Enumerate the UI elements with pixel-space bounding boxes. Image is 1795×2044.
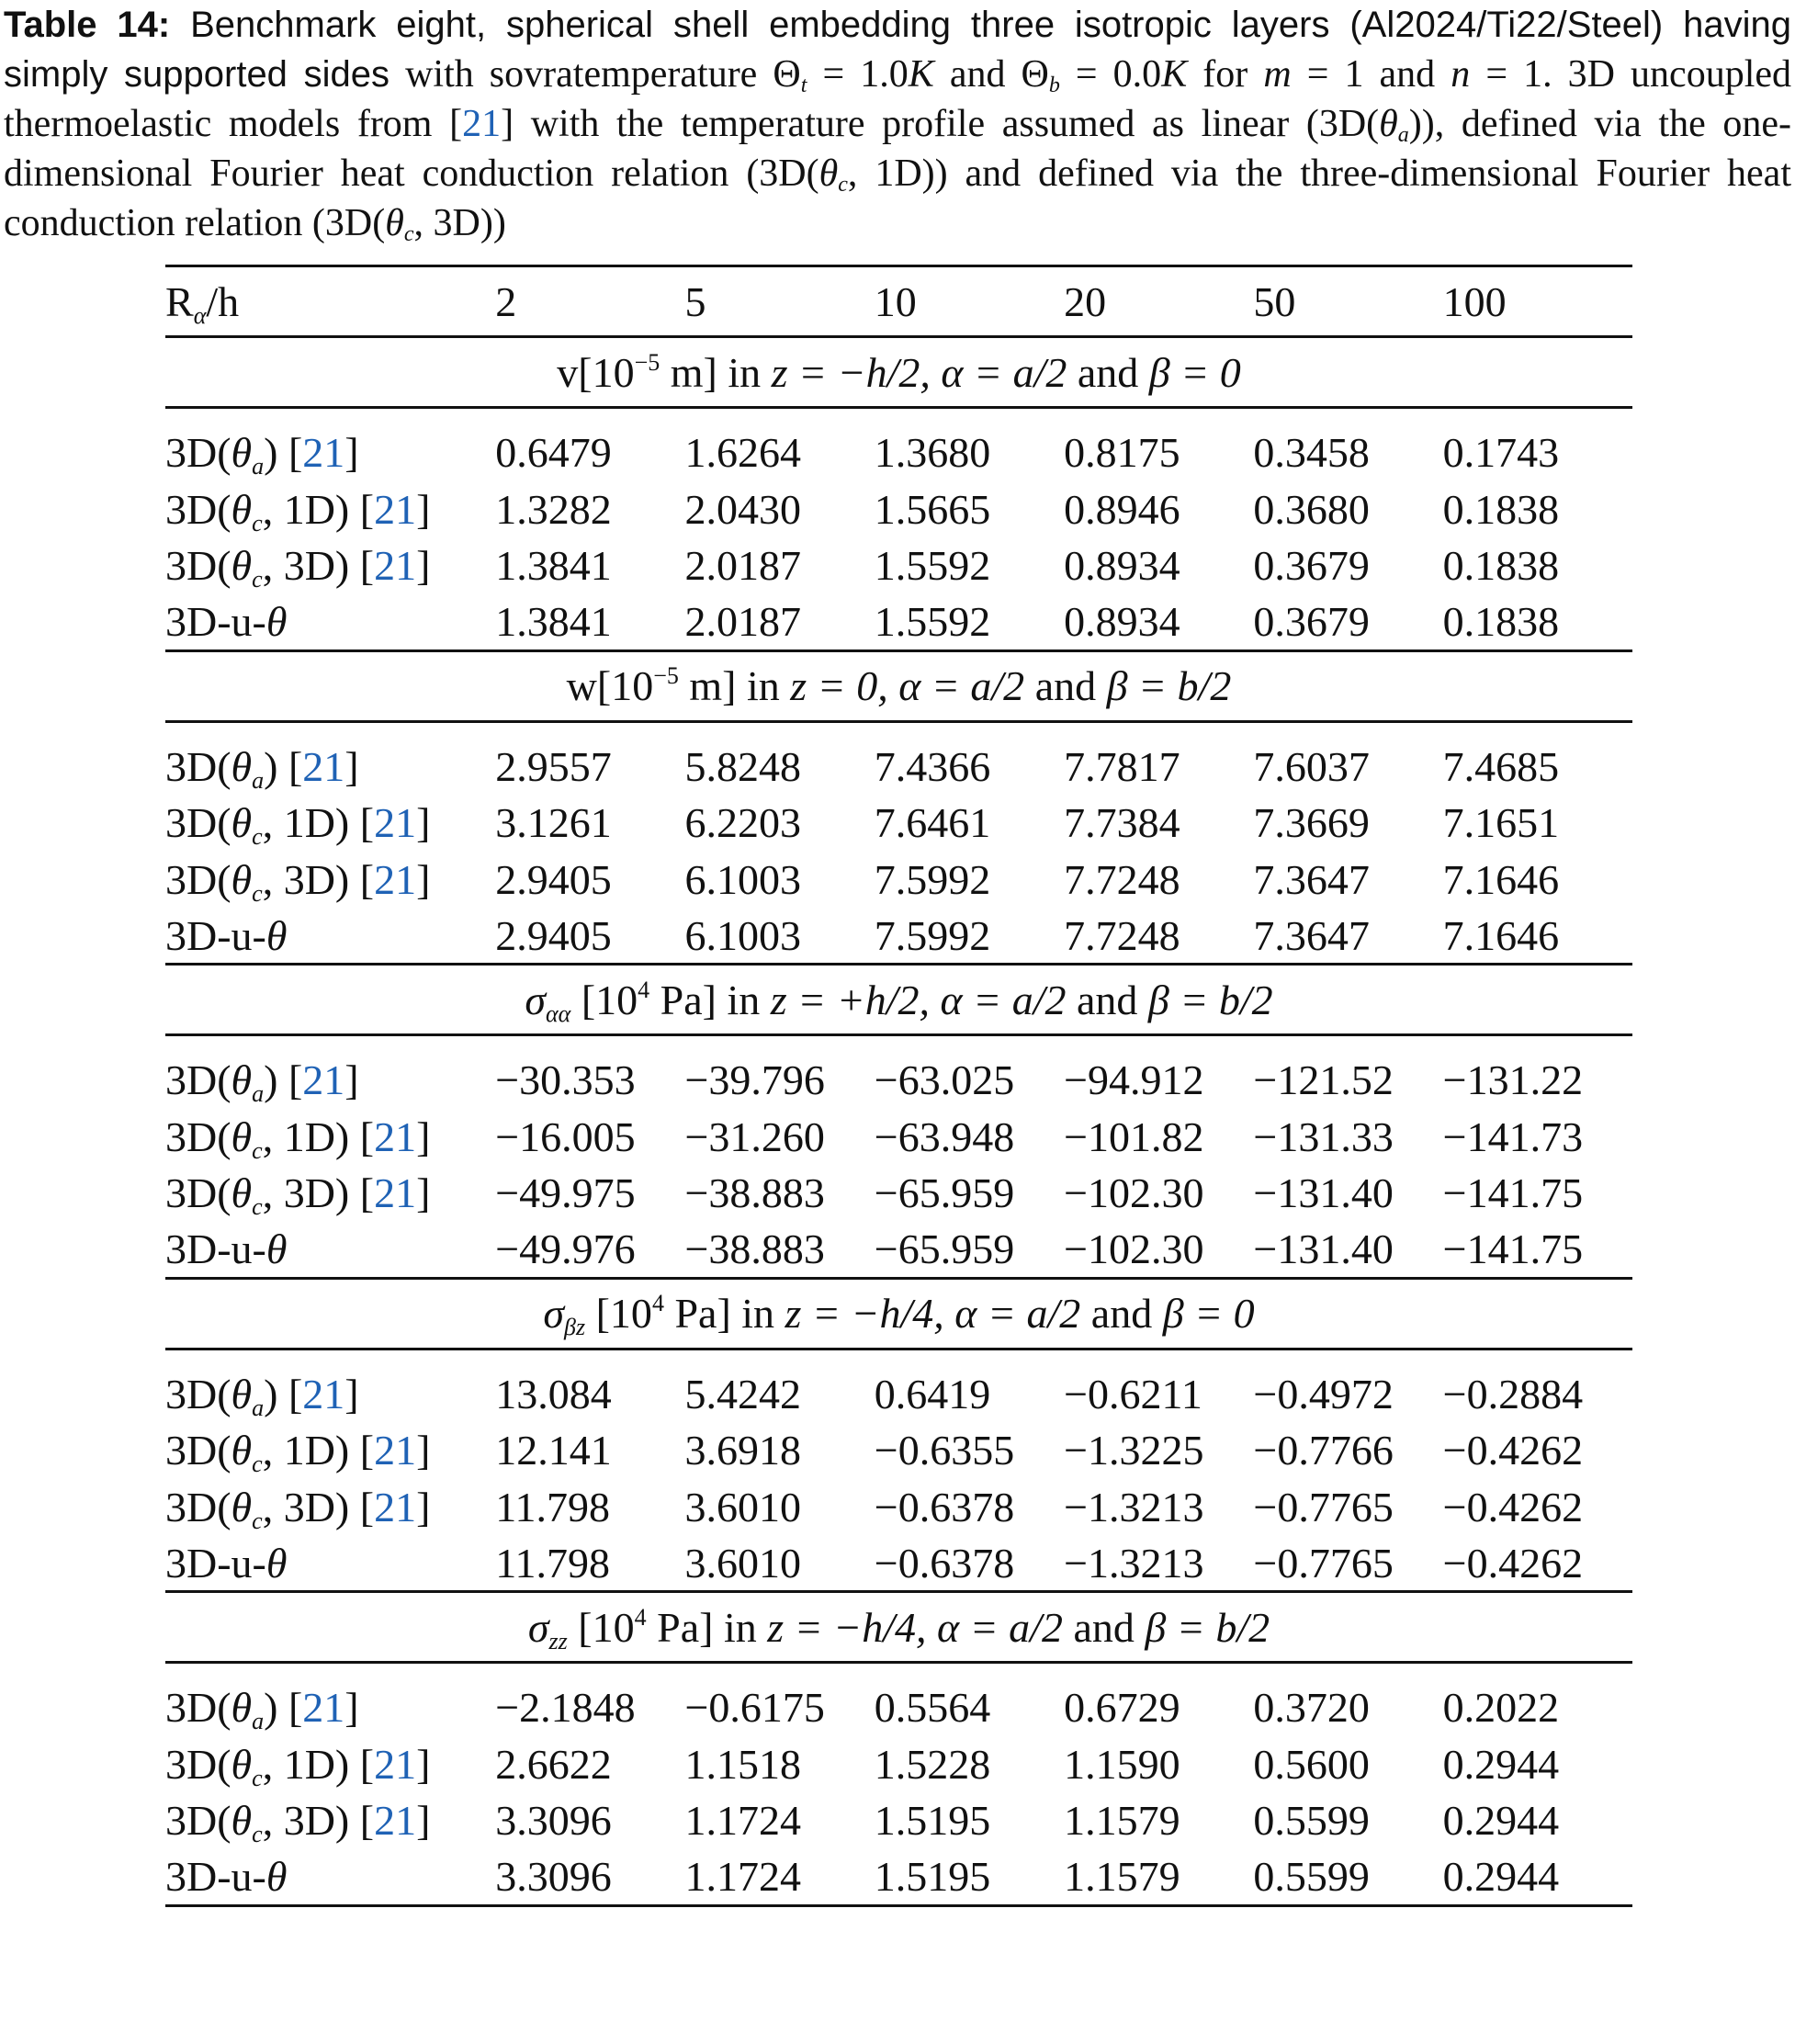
table-cell: 0.2944 [1442,1797,1560,1845]
table-cell: −94.912 [1064,1056,1204,1104]
row-label: $3D(\theta_c$, 1D) [21] [165,1112,431,1164]
section-header-row [165,337,1632,408]
citation-link-21[interactable]: 21 [302,742,345,790]
table-cell: 3.3096 [495,1797,612,1845]
caption-label: Table 14: [4,5,171,45]
row-label: $3D(\theta_c$, 1D) [21] [165,1740,431,1791]
table-row [165,1222,1632,1279]
table-cell: −0.6175 [684,1684,825,1732]
table-cell: 0.5599 [1253,1797,1370,1845]
table-row [165,1792,1632,1849]
table-cell: 0.3679 [1253,594,1442,651]
header-col: 100 [1442,277,1507,325]
table-cell: −121.52 [1253,1056,1394,1104]
table-cell: 2.6622 [495,1740,612,1788]
table-cell: 1.3841 [495,594,684,651]
table-cell: 0.3458 [1253,429,1370,477]
row-label: $3D(\theta_c$, 1D) [21] [165,1427,431,1478]
table-cell: 3.6010 [684,1483,801,1530]
table-cell: 5.8248 [684,742,801,790]
citation-link-21[interactable]: 21 [374,1483,417,1530]
table-cell: −0.7765 [1253,1483,1394,1530]
table-row [165,739,1632,796]
table-cell: 0.3679 [1253,542,1370,590]
citation-link-21[interactable]: 21 [374,855,417,903]
row-label: $3D(\theta_c$, 3D) [21] [165,1797,431,1848]
table-cell: −102.30 [1064,1169,1204,1217]
table-cell: −0.6378 [875,1535,1064,1592]
table-row [165,481,1632,538]
table-cell: 0.6729 [1064,1684,1180,1732]
table-cell: 0.8175 [1064,429,1180,477]
row-label: $3D(\theta_c$, 3D) [21] [165,855,431,907]
results-table [165,265,1632,1907]
table-cell: 1.1579 [1064,1849,1253,1906]
table-row [165,852,1632,909]
table-cell: 11.798 [495,1535,684,1592]
citation-link-21[interactable]: 21 [374,485,417,533]
header-row [165,266,1632,337]
table-cell: 7.5992 [875,908,1064,965]
table-cell: 7.4685 [1442,742,1560,790]
table-cell: 1.5228 [874,1740,991,1788]
table-cell: −39.796 [684,1056,825,1104]
header-col: 10 [874,277,917,325]
table-cell: −63.025 [874,1056,1015,1104]
row-label: $3D(\theta_a)$ [21] [165,742,359,794]
citation-link-21[interactable]: 21 [302,1370,345,1417]
table-cell: 1.1518 [684,1740,801,1788]
citation-link-21[interactable]: 21 [374,1740,417,1788]
citation-link-21[interactable]: 21 [462,103,502,145]
table-row [165,1679,1632,1736]
header-col: 20 [1064,277,1107,325]
table-cell: −131.22 [1442,1056,1584,1104]
table-cell: 7.1646 [1442,855,1560,903]
table-cell: −141.75 [1442,1169,1584,1217]
table-cell: 3.6918 [684,1427,801,1474]
table-cell: 2.0187 [684,594,874,651]
table-row [165,594,1632,651]
section-header-row [165,965,1632,1035]
citation-link-21[interactable]: 21 [302,429,345,477]
row-label: $3D(\theta_a)$ [21] [165,1370,359,1421]
table-cell: 2.0430 [684,485,801,533]
table-row [165,537,1632,594]
table-cell: 0.2944 [1443,1849,1632,1906]
table-cell: 3.6010 [684,1535,874,1592]
table-cell: 1.1579 [1064,1797,1180,1845]
citation-link-21[interactable]: 21 [374,799,417,847]
table-cell: 7.1651 [1442,799,1560,847]
table-cell: −30.353 [495,1056,636,1104]
table-cell: −31.260 [684,1112,825,1160]
table-cell: −131.40 [1253,1169,1394,1217]
table-cell: −38.883 [684,1169,825,1217]
table-cell: 0.2022 [1442,1684,1560,1732]
table-cell: 7.7817 [1064,742,1180,790]
table-cell: 0.3680 [1253,485,1370,533]
table-cell: 7.1646 [1443,908,1632,965]
table-cell: −49.975 [495,1169,636,1217]
header-col: 2 [495,277,517,325]
row-label: $3D(\theta_a)$ [21] [165,429,359,480]
row-label: $3D(\theta_a)$ [21] [165,1056,359,1108]
table-cell: −0.7765 [1253,1535,1442,1592]
header-col: 50 [1253,277,1296,325]
table-cell: −2.1848 [495,1684,636,1732]
table-cell: −0.6211 [1064,1370,1202,1417]
row-label: 3D-u-θ [165,594,495,651]
table-row [165,1849,1632,1906]
table-row [165,1535,1632,1592]
row-label: $3D(\theta_a)$ [21] [165,1684,359,1735]
citation-link-21[interactable]: 21 [374,1427,417,1474]
citation-link-21[interactable]: 21 [302,1056,345,1104]
row-label: 3D-u-θ [165,1535,495,1592]
table-row [165,1109,1632,1166]
section-title: $\sigma_{\alpha\alpha}$ [$10^4$ Pa] in z = +h/2, α = a/2 and β = b/2 [165,965,1632,1035]
section-title: $\sigma_{\beta z}$ [$10^4$ Pa] in z = −h/4, α = a/2 and β = 0 [165,1278,1632,1349]
table-cell: 0.8934 [1064,542,1180,590]
row-label: $3D(\theta_c$, 3D) [21] [165,542,431,593]
section-title: $v[10^{-5}$ m] in z = −h/2, α = a/2 and β = 0 [165,337,1632,408]
table-row [165,1736,1632,1793]
table-cell: 11.798 [495,1483,610,1530]
section-header-row [165,1592,1632,1663]
table-cell: 7.6461 [874,799,991,847]
header-col: 5 [684,277,706,325]
table-cell: 7.3647 [1253,855,1370,903]
table-cell: 7.4366 [874,742,991,790]
table-cell: 1.5592 [875,594,1064,651]
table-cell: −16.005 [495,1112,636,1160]
section-title: $\sigma_{zz}$ [$10^4$ Pa] in z = −h/4, α = a/2 and β = b/2 [165,1592,1632,1663]
section-title: $w[10^{-5}$ m] in z = 0, α = a/2 and β = b/2 [165,650,1632,721]
row-label: $3D(\theta_c$, 3D) [21] [165,1483,431,1534]
table-cell: −131.40 [1253,1222,1442,1279]
table-cell: 1.6264 [684,429,801,477]
table-cell: −0.4972 [1253,1370,1394,1417]
row-label: $3D(\theta_c$, 3D) [21] [165,1169,431,1221]
table-cell: 1.5665 [874,485,991,533]
table-row [165,1052,1632,1109]
table-cell: −65.959 [874,1169,1015,1217]
row-label: 3D-u-θ [165,908,495,965]
table-cell: 12.141 [495,1427,612,1474]
table-cell: 0.8934 [1064,594,1253,651]
table-row [165,1479,1632,1536]
table-cell: 1.1724 [684,1797,801,1845]
citation-link-21[interactable]: 21 [374,1797,417,1845]
table-cell: −1.3213 [1064,1483,1204,1530]
section-header-row [165,1278,1632,1349]
table-cell: 7.5992 [874,855,991,903]
citation-link-21[interactable]: 21 [302,1684,345,1732]
table-cell: −141.75 [1443,1222,1632,1279]
table-cell: 2.9405 [495,855,612,903]
row-label: 3D-u-θ [165,1222,495,1279]
table-cell: 0.1838 [1442,542,1560,590]
table-cell: 0.5599 [1253,1849,1442,1906]
table-cell: −101.82 [1064,1112,1204,1160]
table-cell: −102.30 [1064,1222,1253,1279]
table-cell: −131.33 [1253,1112,1394,1160]
table-cell: 0.6419 [874,1370,991,1417]
table-cell: −141.73 [1442,1112,1584,1160]
table-cell: 2.9405 [495,908,684,965]
table-caption: Table 14: Benchmark eight, spherical shell embedding three isotropic layers (Al2024/Ti22/Steel) having simply supported sides with sovratemperature $\Theta_t = 1.0K$ and $\Theta_b = 0.0K$ for m = 1 and n = 1. 3D uncoupled thermoelastic models from [21] with the temperature profile assumed as linear $(3D(\theta_a))$, defined via the one-dimensional Fourier heat conduction relation ($3D(\theta_c$, 1D)) and defined via the three-dimensional Fourier heat conduction relation ($3D(\theta_c$, 3D)) [4,5,1792,246]
row-label: $3D(\theta_c$, 1D) [21] [165,485,431,536]
citation-link-21[interactable]: 21 [374,542,417,590]
table-cell: −65.959 [875,1222,1064,1279]
table-cell: −38.883 [684,1222,874,1279]
table-cell: 0.1838 [1443,594,1632,651]
citation-link-21[interactable]: 21 [374,1169,417,1217]
header-ratio-label: $R_\alpha/h$ [165,277,240,329]
table-row [165,1165,1632,1222]
section-header-row [165,650,1632,721]
table-cell: 6.1003 [684,908,874,965]
table-cell: −0.4262 [1442,1483,1584,1530]
table-cell: 7.3647 [1253,908,1442,965]
table-cell: 0.5564 [874,1684,991,1732]
table-cell: 6.1003 [684,855,801,903]
table-cell: −1.3213 [1064,1535,1253,1592]
table-cell: −1.3225 [1064,1427,1204,1474]
table-cell: 1.3282 [495,485,612,533]
table-cell: 7.6037 [1253,742,1370,790]
table-row [165,1366,1632,1423]
table-cell: 1.1724 [684,1849,874,1906]
table-cell: 3.1261 [495,799,612,847]
table-cell: −0.6378 [874,1483,1015,1530]
table-cell: 1.5592 [874,542,991,590]
table-cell: 2.0187 [684,542,801,590]
table-cell: 7.7248 [1064,908,1253,965]
table-cell: 3.3096 [495,1849,684,1906]
row-label: 3D-u-θ [165,1849,495,1906]
table-cell: 7.3669 [1253,799,1370,847]
table-row [165,1422,1632,1479]
table-cell: 1.3680 [874,429,991,477]
table-cell: 5.4242 [684,1370,801,1417]
table-cell: 2.9557 [495,742,612,790]
table-cell: 7.7248 [1064,855,1180,903]
table-cell: 0.5600 [1253,1740,1370,1788]
table-row [165,795,1632,852]
table-cell: −49.976 [495,1222,684,1279]
table-cell: 0.6479 [495,429,612,477]
table-cell: 1.3841 [495,542,612,590]
table-cell: −0.6355 [874,1427,1015,1474]
table-cell: 6.2203 [684,799,801,847]
table-cell: −0.4262 [1443,1535,1632,1592]
citation-link-21[interactable]: 21 [374,1112,417,1160]
table-cell: 0.8946 [1064,485,1180,533]
table-row [165,908,1632,965]
table-cell: −0.7766 [1253,1427,1394,1474]
table-cell: −63.948 [874,1112,1015,1160]
table-cell: 0.1838 [1442,485,1560,533]
table-cell: 0.3720 [1253,1684,1370,1732]
row-label: $3D(\theta_c$, 1D) [21] [165,799,431,851]
table-cell: 0.1743 [1442,429,1560,477]
table-cell: −0.4262 [1442,1427,1584,1474]
table-cell: −0.2884 [1442,1370,1584,1417]
table-row [165,424,1632,481]
table-cell: 7.7384 [1064,799,1180,847]
table-cell: 1.5195 [875,1849,1064,1906]
table-cell: 0.2944 [1442,1740,1560,1788]
table-cell: 1.5195 [874,1797,991,1845]
table-cell: 1.1590 [1064,1740,1180,1788]
table-cell: 13.084 [495,1370,612,1417]
